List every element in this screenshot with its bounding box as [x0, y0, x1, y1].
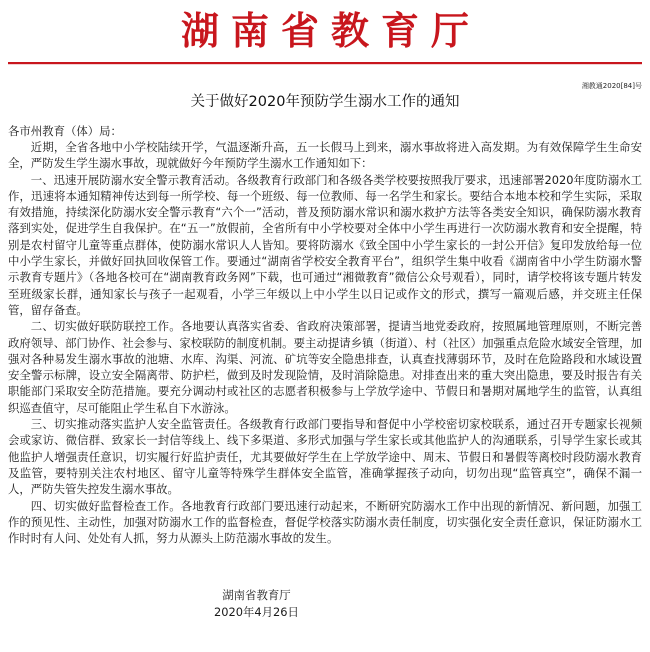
paragraph-section-4: 四、切实做好监督检查工作。各地教育行政部门要迅速行动起来，不断研究防溺水工作中出现的新情况、新问题，加强工作的预见性、主动性，加强对防溺水工作的监督检查，督促学校落实防溺水责任制度，切实强化安全责任意识，保证防溺水工作时时有人问、处处有人抓，努力从源头上防范溺水事故的发生。: [8, 498, 642, 546]
salutation: 各市州教育（体）局：: [8, 124, 122, 138]
signature-block: [214, 587, 299, 621]
signature-issuer: 湖南省教育厅: [222, 588, 291, 602]
paragraph-intro: 近期，全省各地中小学校陆续开学，气温逐渐升高，五一长假马上到来，溺水事故将进入高发期。为有效保障学生生命安全，严防发生学生溺水事故，现就做好今年预防学生溺水工作通知如下：: [8, 140, 642, 171]
paragraph-section-2: 二、切实做好联防联控工作。各地要认真落实省委、省政府决策部署，提请当地党委政府，按照属地管理原则，不断完善政府领导、部门协作、社会参与、家校联防的制度机制。要主动提请乡镇（街道）、村（社区）加强重点危险水域安全管理，加强对各种易发生溺水事故的池塘、水库、沟渠、河流、矿坑等安全隐患排查，认真查找薄弱环节，及时在危险路段和水域设置安全警示标牌，设立安全隔离带、防护栏，做到及时发现险情，及时消除隐患。对排查出来的重大突出隐患，要及时报告有关职能部门采取安全防范措施。要充分调动村或社区的志愿者积极参与上学放学途中、节假日和暑期对属地学生的监管，认真组织巡查值守，尽可能阻止学生私自下水游泳。: [8, 319, 642, 415]
paragraph-section-1: 一、迅速开展防溺水安全警示教育活动。各级教育行政部门和各级各类学校要按照我厅要求，迅速部署2020年度防溺水工作，迅速将本通知精神传达到每一所学校、每一个班级、每一位教师、每一名学生和家长。要结合本地本校和学生实际，采取有效措施，持续深化防溺水安全警示教育“六个一”活动，普及预防溺水常识和溺水救护方法等各类安全知识，确保防溺水教育落到实处，促进学生自我保护。在“五一”放假前，全省所有中小学校要对全体中小学生再进行一次防溺水教育和安全提醒，特别是农村留守儿童等重点群体，使防溺水常识人人皆知。要将防溺水《致全国中小学生家长的一封公开信》复印发放给每一位中小学生家长，并做好回执回收保管工作。要通过“湖南省学校安全教育平台”，组织学生集中收看《湖南省中小学生防溺水警示教育专题片》（各地各校可在“湖南教育政务网”下载，也可通过“湘微教育”微信公众号观看），同时，请学校将该专题片转发至班级家长群，通知家长与孩子一起观看，小学三年级以上中小学生以日记或作文的形式，撰写一篇观后感，并交班主任保管，留存备查。: [8, 172, 642, 317]
masthead-rule-line: [8, 62, 642, 64]
masthead-rule: [8, 62, 642, 65]
signature-date: 2020年4月26日: [214, 605, 299, 619]
masthead-org-name: 湖南省教育厅: [180, 8, 481, 53]
paragraph-section-3: 三、切实推动落实监护人安全监管责任。各级教育行政部门要指导和督促中小学校密切家校联系，通过召开专题家长视频会或家访、微信群、致家长一封信等线上、线下多渠道、多形式加强与学生家长或其他监护人的沟通联系，引导学生家长或其他监护人增强责任意识，切实履行好监护责任，尤其要做好学生在上学放学途中、周末、节假日和暑假等离校时段防溺水教育及监管，要特别关注农村地区、留守儿童等特殊学生群体安全监管，准确掌握孩子动向，切勿出现“监管真空”，确保不漏一人，严防失管失控发生溺水事故。: [8, 417, 642, 497]
document-title: 关于做好2020年预防学生溺水工作的通知: [190, 94, 460, 110]
document-body: [8, 139, 642, 546]
document-number: 湘教通2020[84]号: [581, 82, 642, 90]
